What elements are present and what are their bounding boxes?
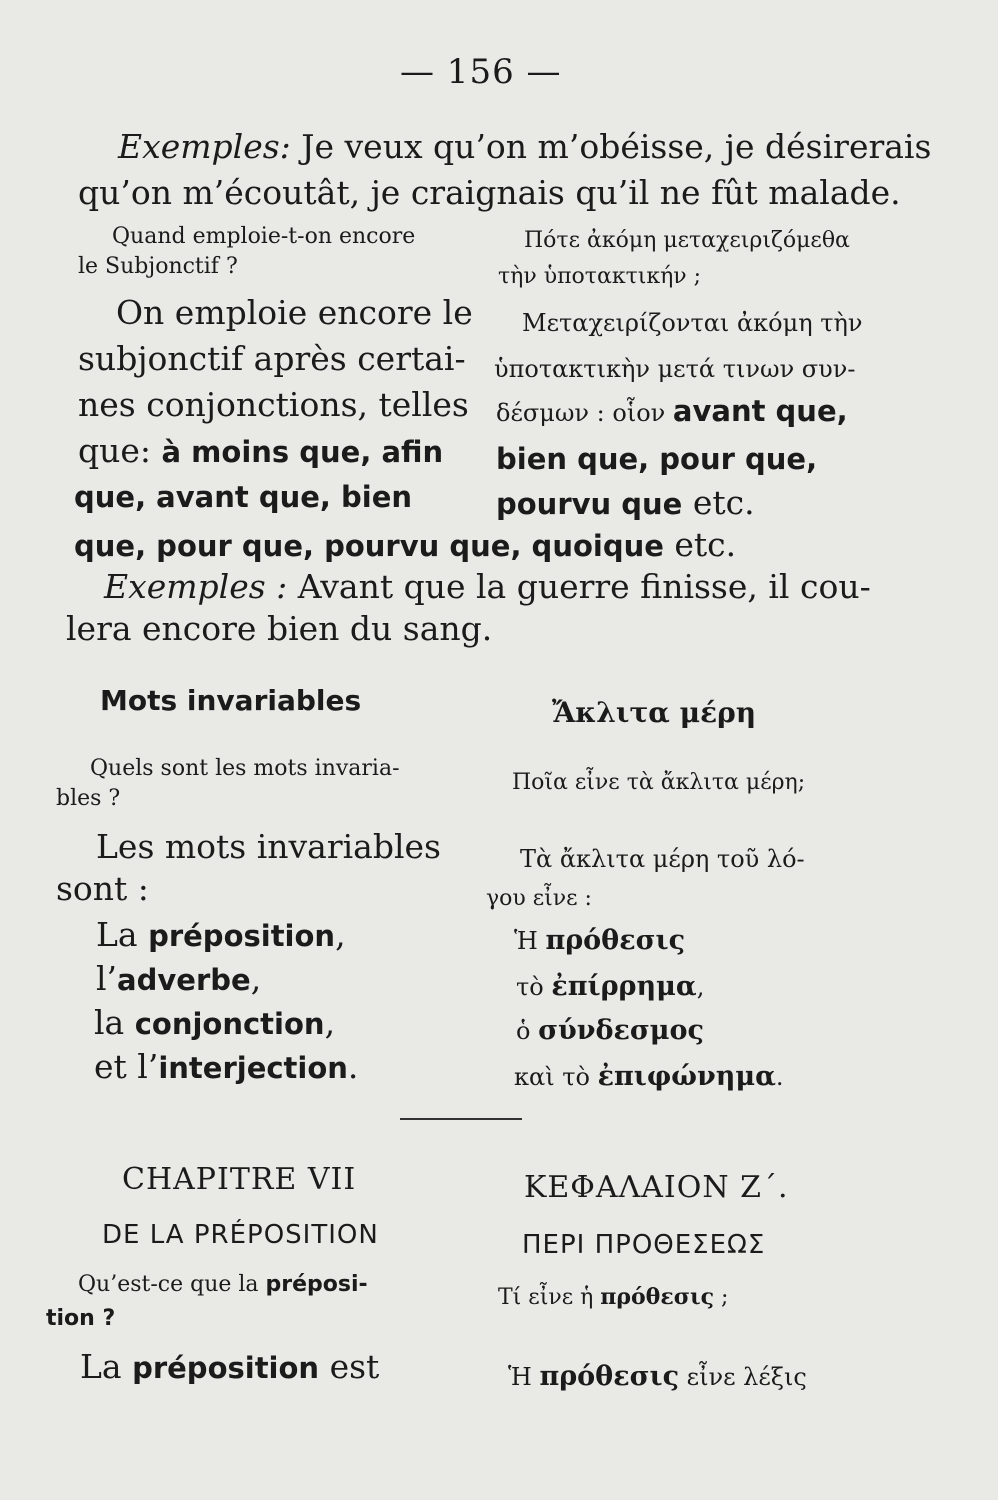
list-gr-item-post: . [775, 1063, 784, 1091]
list-fr-item-pre: la [94, 1003, 135, 1042]
list-fr-item-pre: La [96, 915, 149, 954]
section-divider [400, 1118, 522, 1120]
question-2-gr-line-1: Ποῖα εἶνε τὰ ἄκλιτα μέρη; [512, 770, 806, 795]
answer-1-fr-line-4-a: que: [78, 431, 162, 470]
question-3-fr-line-1 [78, 1270, 368, 1300]
question-3-gr-line-1-a: Τί εἶνε ἡ [498, 1285, 601, 1310]
question-3-fr-line-1-b: préposi- [265, 1272, 368, 1297]
list-fr-item-post: , [324, 1003, 336, 1042]
list-fr-item-word: interjection [158, 1051, 348, 1085]
list-fr-item-post: . [347, 1047, 359, 1086]
answer-2-gr-line-1: Τὰ ἄκλιτα μέρη τοῦ λό- [520, 845, 805, 873]
question-1-fr-line-1: Quand emploie-t-on encore [112, 224, 416, 249]
answer-3-gr-b: πρόθεσις [539, 1361, 680, 1392]
question-3-gr-line-1-b: πρόθεσις [600, 1284, 714, 1310]
answer-1-fr-line-4 [78, 428, 443, 475]
question-3-gr-line-1 [498, 1282, 728, 1313]
list-gr-item-pre: Ἡ [514, 927, 546, 955]
answer-3-fr-c: est [319, 1347, 380, 1386]
chapter-subtitle-fr: DE LA PRÉPOSITION [102, 1220, 379, 1250]
list-fr-item [94, 1044, 358, 1091]
list-fr-item-word: conjonction [134, 1007, 325, 1041]
question-2-fr-line-1: Quels sont les mots invaria- [90, 756, 400, 781]
answer-2-fr-line-2: sont : [56, 869, 149, 908]
list-gr-item-pre: ὁ [516, 1017, 539, 1045]
list-gr-item-pre: καὶ τὸ [514, 1063, 598, 1091]
question-3-fr-line-2: tion ? [46, 1306, 116, 1331]
answer-1-fr-line-5: que, avant que, bien [74, 480, 413, 514]
answer-1-gr-line-3 [496, 394, 848, 430]
list-fr-item [96, 956, 261, 1003]
answer-1-gr-line-5 [496, 480, 755, 527]
list-fr-item [94, 1000, 335, 1047]
chapter-subtitle-gr: ΠΕΡΙ ΠΡΟΘΕΣΕΩΣ [522, 1230, 766, 1260]
list-gr-item [516, 970, 704, 1004]
answer-3-gr-c: εἶνε λέξις [679, 1363, 807, 1391]
answer-2-gr-line-2: γου εἶνε : [486, 886, 592, 911]
list-gr-item [514, 1060, 784, 1094]
list-fr-item-post: , [250, 959, 262, 998]
question-3-gr-line-1-c: ; [713, 1285, 729, 1310]
list-gr-item-word: ἐπίρρημα [551, 971, 697, 1002]
question-2-fr-line-2: bles ? [56, 786, 121, 811]
answer-1-fr-line-6-a: que, pour que, pourvu que, quoique [74, 529, 664, 563]
list-gr-item [516, 1014, 704, 1048]
list-fr-item-pre: et l’ [94, 1047, 159, 1086]
answer-1-fr-line-1: On emploie encore le [116, 293, 473, 332]
list-fr-item-word: adverbe [117, 963, 251, 997]
list-gr-item-pre: τὸ [516, 973, 552, 1001]
answer-1-gr-line-5-b: etc. [682, 483, 755, 522]
example-1-line-2: qu’on m’écoutât, je craignais qu’il ne fût malade. [78, 173, 901, 212]
list-gr-item-word: πρόθεσις [545, 925, 686, 956]
list-fr-item-pre: l’ [96, 959, 118, 998]
answer-1-gr-line-3-b: avant que, [672, 394, 848, 428]
answer-3-fr-a: La [80, 1347, 133, 1386]
list-fr-item-word: préposition [148, 919, 336, 953]
example-1-text-1: Je veux qu’on m’obéisse, je désirerais [290, 127, 932, 166]
section-title-gr: Ἄκλιτα μέρη [552, 696, 757, 729]
question-1-fr-line-2: le Subjonctif ? [78, 254, 238, 279]
question-1-gr-line-2: τὴν ὑποτακτικήν ; [498, 264, 702, 289]
answer-1-fr-line-4-b: à moins que, afin [161, 435, 444, 469]
answer-1-gr-line-3-a: δέσμων : οἷον [496, 399, 673, 427]
section-title-fr: Mots invariables [100, 684, 362, 717]
list-gr-item-post: , [696, 973, 705, 1001]
answer-1-gr-line-5-a: pourvu que [496, 487, 683, 521]
list-fr-item-post: , [335, 915, 346, 954]
example-2-text-1: Avant que la guerre finisse, il cou- [287, 567, 871, 606]
example-2-line-1 [104, 564, 871, 610]
question-3-fr-line-1-a: Qu’est-ce que la [78, 1272, 266, 1297]
list-gr-item-word: ἐπιφώνημα [597, 1061, 776, 1092]
answer-1-gr-line-2: ὑποτακτικὴν μετά τινων συν- [494, 355, 856, 383]
chapter-title-fr: CHAPITRE VII [122, 1162, 357, 1197]
answer-3-gr [508, 1360, 807, 1394]
answer-1-gr-line-1: Μεταχειρίζονται ἀκόμη τὴν [522, 309, 863, 337]
list-gr-item-word: σύνδεσμος [538, 1015, 704, 1046]
answer-3-fr-b: préposition [132, 1351, 320, 1385]
list-fr-item [96, 912, 346, 959]
example-1-label: Exemples: [118, 127, 291, 166]
page-number: — 156 — [400, 52, 562, 92]
example-2-line-2: lera encore bien du sang. [66, 609, 493, 648]
answer-1-fr-line-6-b: etc. [663, 525, 737, 564]
answer-1-gr-line-4: bien que, pour que, [496, 442, 818, 476]
chapter-title-gr: ΚΕΦΑΛΑΙΟΝ Ζ΄. [524, 1170, 789, 1205]
answer-2-fr-line-1: Les mots invariables [96, 827, 441, 866]
answer-3-gr-a: Ἡ [508, 1363, 540, 1391]
list-gr-item [514, 924, 685, 958]
question-1-gr-line-1: Πότε ἀκόμη μεταχειριζόμεθα [524, 228, 850, 253]
answer-1-fr-line-6 [74, 522, 736, 569]
example-2-label: Exemples : [104, 567, 288, 606]
answer-1-fr-line-3: nes conjonctions, telles [78, 385, 469, 424]
answer-3-fr [80, 1344, 379, 1391]
answer-1-fr-line-2: subjonctif après certai- [78, 339, 466, 378]
example-1-line-1 [118, 124, 931, 170]
